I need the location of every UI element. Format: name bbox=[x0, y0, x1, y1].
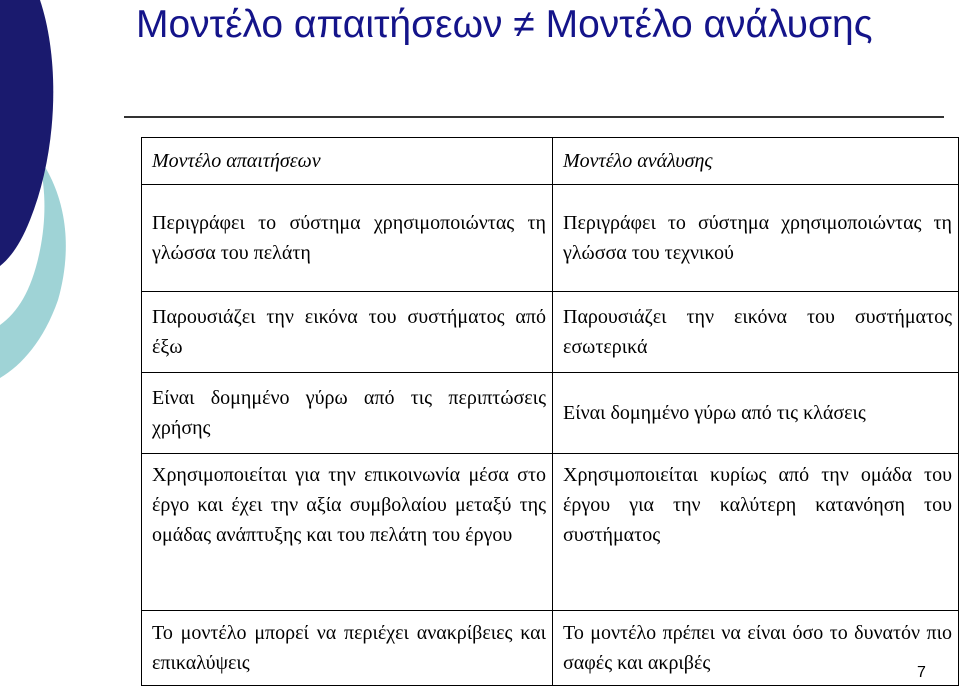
table-row bbox=[142, 611, 959, 686]
table-cell: Παρουσιάζει την εικόνα του συστήματος εσωτερικά bbox=[553, 292, 959, 373]
table-cell: Το μοντέλο πρέπει να είναι όσο το δυνατόν πιο σαφές και ακριβές bbox=[553, 611, 959, 686]
table-cell: Παρουσιάζει την εικόνα του συστήματος από έξω bbox=[142, 292, 553, 373]
table-cell: Είναι δομημένο γύρω από τις περιπτώσεις χρήσης bbox=[142, 373, 553, 454]
table-row bbox=[142, 292, 959, 373]
table-row bbox=[142, 185, 959, 292]
slide-title: Μοντέλο απαιτήσεων ≠ Μοντέλο ανάλυσης bbox=[136, 3, 873, 46]
table-cell: Περιγράφει το σύστημα χρησιμοποιώντας τη γλώσσα του τεχνικού bbox=[553, 185, 959, 292]
table-cell: Περιγράφει το σύστημα χρησιμοποιώντας τη γλώσσα του πελάτη bbox=[142, 185, 553, 292]
header-requirements-model: Μοντέλο απαιτήσεων bbox=[142, 138, 553, 185]
title-underline bbox=[124, 116, 944, 118]
slide-number: 7 bbox=[917, 664, 926, 681]
table-row bbox=[142, 373, 959, 454]
table-cell: Είναι δομημένο γύρω από τις κλάσεις bbox=[553, 373, 959, 454]
table-row bbox=[142, 454, 959, 611]
slide-decoration bbox=[0, 0, 80, 380]
table-cell: Χρησιμοποιείται για την επικοινωνία μέσα στο έργο και έχει την αξία συμβολαίου μεταξύ της ομάδας ανάπτυξης και του πελάτη του έργου bbox=[142, 454, 553, 611]
table-cell: Χρησιμοποιείται κυρίως από την ομάδα του έργου για την καλύτερη κατανόηση του συστήματος bbox=[553, 454, 959, 611]
header-analysis-model: Μοντέλο ανάλυσης bbox=[553, 138, 959, 185]
table-header-row bbox=[142, 138, 959, 185]
table-cell: Το μοντέλο μπορεί να περιέχει ανακρίβειες και επικαλύψεις bbox=[142, 611, 553, 686]
comparison-table bbox=[141, 137, 959, 686]
